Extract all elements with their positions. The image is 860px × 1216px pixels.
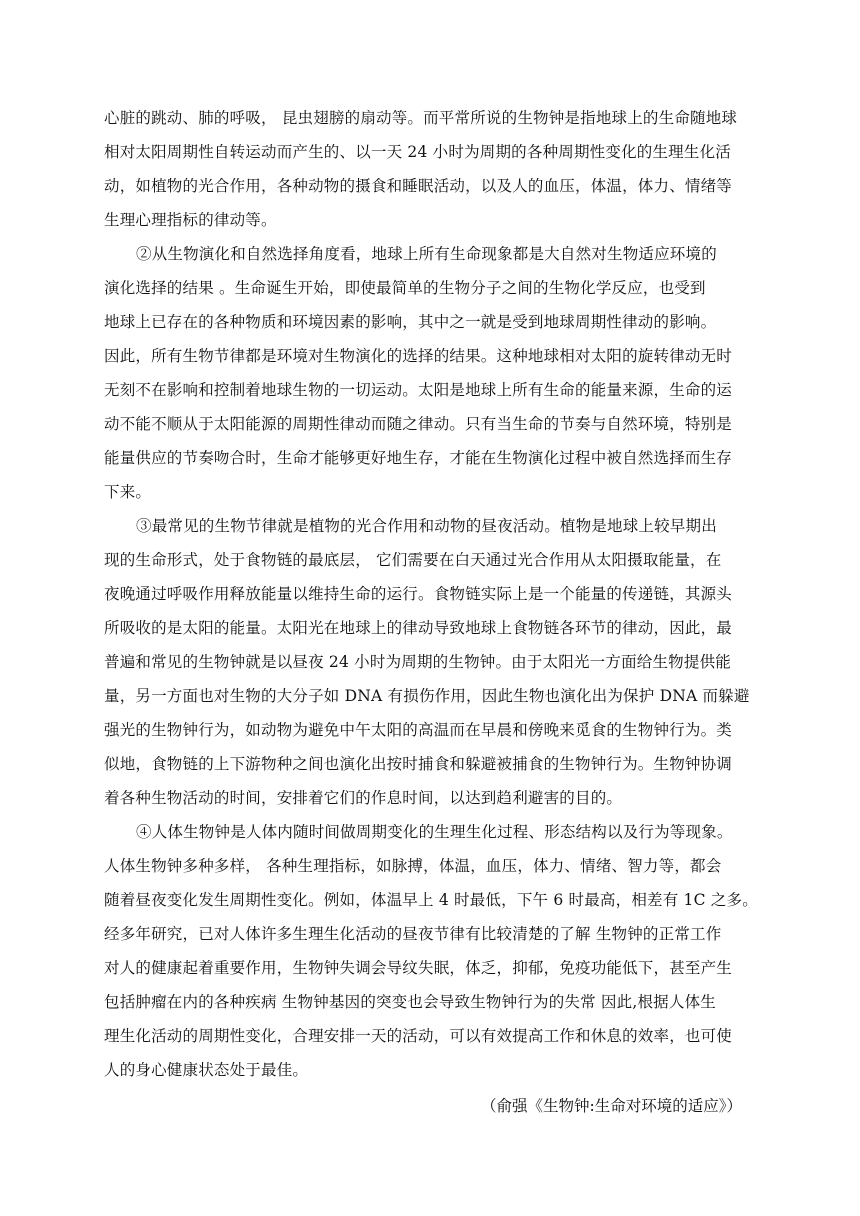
text-line: 似地，食物链的上下游物种之间也演化出按时捕食和躲避被捕食的生物钟行为。生物钟协调 [104,755,733,773]
text-line: 强光的生物钟行为，如动物为避免中午太阳的高温而在早晨和傍晚来觅食的生物钟行为。类 [104,721,733,739]
text-line: 演化选择的结果 。生命诞生开始，即使最简单的生物分子之间的生物化学反应，也受到 [104,279,706,297]
text-line: ②从生物演化和自然选择角度看，地球上所有生命现象都是大自然对生物适应环境的 [136,245,717,263]
text-line: ④人体生物钟是人体内随时间做周期变化的生理生化过程、形态结构以及行为等现象。 [136,823,733,841]
text-line: 经多年研究，已对人体许多生理生化活动的昼夜节律有比较清楚的了解 生物钟的正常工作 [104,925,722,943]
source-citation: （俞强《生物钟:生命对环境的适应》） [481,1097,742,1115]
text-line: 无刻不在影响和控制着地球生物的一切运动。太阳是地球上所有生命的能量来源，生命的运 [104,381,733,399]
text-line: 相对太阳周期性自转运动而产生的、以一天 24 小时为周期的各种周期性变化的生理生化活 [104,143,731,161]
text-line: 量，另一方面也对生物的大分子如 DNA 有损伤作用，因此生物也演化出为保护 DNA 而躲避 [104,687,750,705]
text-line: 着各种生物活动的时间，安排着它们的作息时间，以达到趋利避害的目的。 [104,789,623,807]
text-line: 因此，所有生物节律都是环境对生物演化的选择的结果。这种地球相对太阳的旋转律动无时 [104,347,733,365]
text-line: 人的身心健康状态处于最佳。 [104,1061,309,1079]
text-line: 对人的健康起着重要作用，生物钟失调会导纹失眠，体乏，抑郁，免疫功能低下，甚至产生 [104,959,733,977]
text-line: 地球上已存在的各种物质和环境因素的影响，其中之一就是受到地球周期性律动的影响。 [104,313,717,331]
text-line: 理生化活动的周期性变化，合理安排一天的活动，可以有效提高工作和休息的效率，也可使 [104,1027,733,1045]
paragraph-1-continued [104,101,748,237]
text-line: 动，如植物的光合作用，各种动物的摄食和睡眠活动，以及人的血压，体温，体力、情绪等 [104,177,733,195]
text-line: 所吸收的是太阳的能量。太阳光在地球上的律动导致地球上食物链各环节的律动，因此，最 [104,619,733,637]
text-line: 普遍和常见的生物钟就是以昼夜 24 小时为周期的生物钟。由于太阳光一方面给生物提供能 [104,653,731,671]
text-line: 能量供应的节奏吻合时，生命才能够更好地生存，才能在生物演化过程中被自然选择而生存 [104,449,733,467]
text-line: 下来。 [104,483,152,501]
text-line: 人体生物钟多种多样， 各种生理指标，如脉搏，体温，血压，体力、情绪、智力等，都会 [104,857,722,875]
text-line: 生理心理指标的律动等。 [104,211,277,229]
text-line: ③最常见的生物节律就是植物的光合作用和动物的昼夜活动。植物是地球上较早期出 [136,517,717,535]
text-line: 夜晚通过呼吸作用释放能量以维持生命的运行。食物链实际上是一个能量的传递链，其源头 [104,585,733,603]
paragraph-4 [104,815,758,1087]
text-line: 包括肿瘤在内的各种疾病 生物钟基因的突变也会导致生物钟行为的失常 因此,根据人体生 [104,993,716,1011]
paragraph-2 [104,237,748,509]
text-line: 现的生命形式，处于食物链的最底层， 它们需要在白天通过光合作用从太阳摄取能量，在 [104,551,722,569]
text-line: 心脏的跳动、肺的呼吸， 昆虫翅膀的扇动等。而平常所说的生物钟是指地球上的生命随地球 [104,109,738,127]
text-line: 随着昼夜变化发生周期性变化。例如，体温早上 4 时最低，下午 6 时最高，相差有 1C 之多。 [104,891,758,909]
text-line: 动不能不顺从于太阳能源的周期性律动而随之律动。只有当生命的节奏与自然环境，特别是 [104,415,733,433]
paragraph-3 [104,509,748,815]
